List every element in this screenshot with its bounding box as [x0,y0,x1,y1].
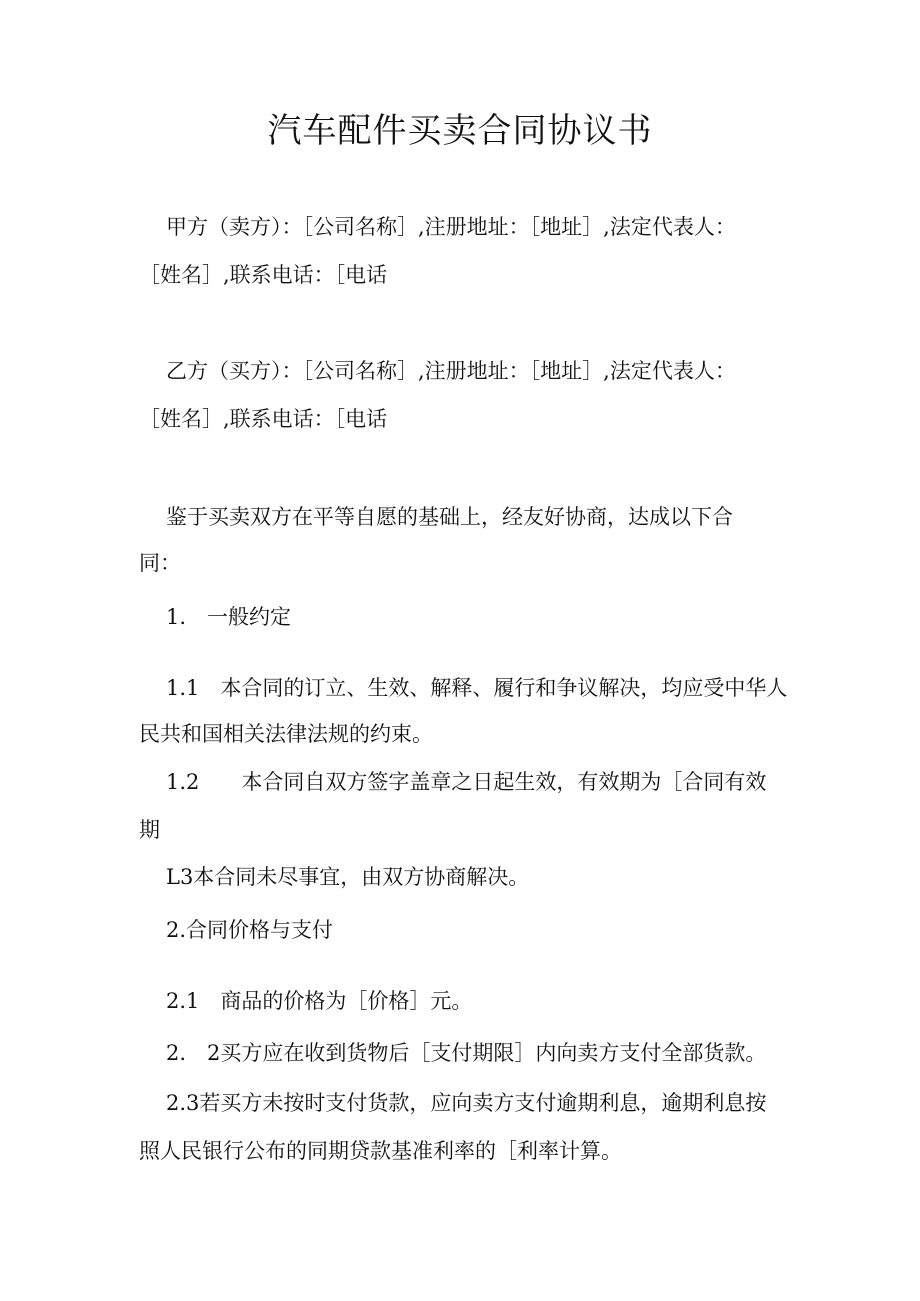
clause-2-2: 2. 2买方应在收到货物后［支付期限］内向卖方支付全部货款。 [166,1041,767,1065]
party-a-line-1: 甲方（卖方）：［公司名称］,注册地址：［地址］,法定代表人： [166,215,736,239]
party-b-line-2: ［姓名］,联系电话：［电话 [139,407,388,431]
clause-2-3-line-2: 照人民银行公布的同期贷款基准利率的［利率计算。 [139,1139,622,1163]
section-2-heading: 2.合同价格与支付 [166,918,334,942]
clause-1-1-line-2: 民共和国相关法律法规的约束。 [139,722,433,746]
clause-1-1-line-1: 1.1 本合同的订立、生效、解释、履行和争议解决，均应受中华人 [166,676,788,700]
clause-2-1: 2.1 商品的价格为［价格］元。 [166,989,473,1013]
clause-2-3-line-1: 2.3若买方未按时支付货款，应向卖方支付逾期利息，逾期利息按 [166,1091,767,1115]
party-a-line-2: ［姓名］,联系电话：［电话 [139,263,388,287]
clause-1-2-line-1: 1.2 本合同自双方签字盖章之日起生效，有效期为［合同有效 [166,770,767,794]
party-b-line-1: 乙方（买方）：［公司名称］,注册地址：［地址］,法定代表人： [166,359,736,383]
preamble-line-2: 同： [139,551,181,575]
section-1-heading: 1. 一般约定 [166,605,292,629]
clause-1-3: L3本合同未尽事宜，由双方协商解决。 [166,865,530,889]
document-title: 汽车配件买卖合同协议书 [267,111,653,151]
preamble-line-1: 鉴于买卖双方在平等自愿的基础上，经友好协商，达成以下合 [166,505,733,529]
clause-1-2-line-2: 期 [139,818,160,842]
